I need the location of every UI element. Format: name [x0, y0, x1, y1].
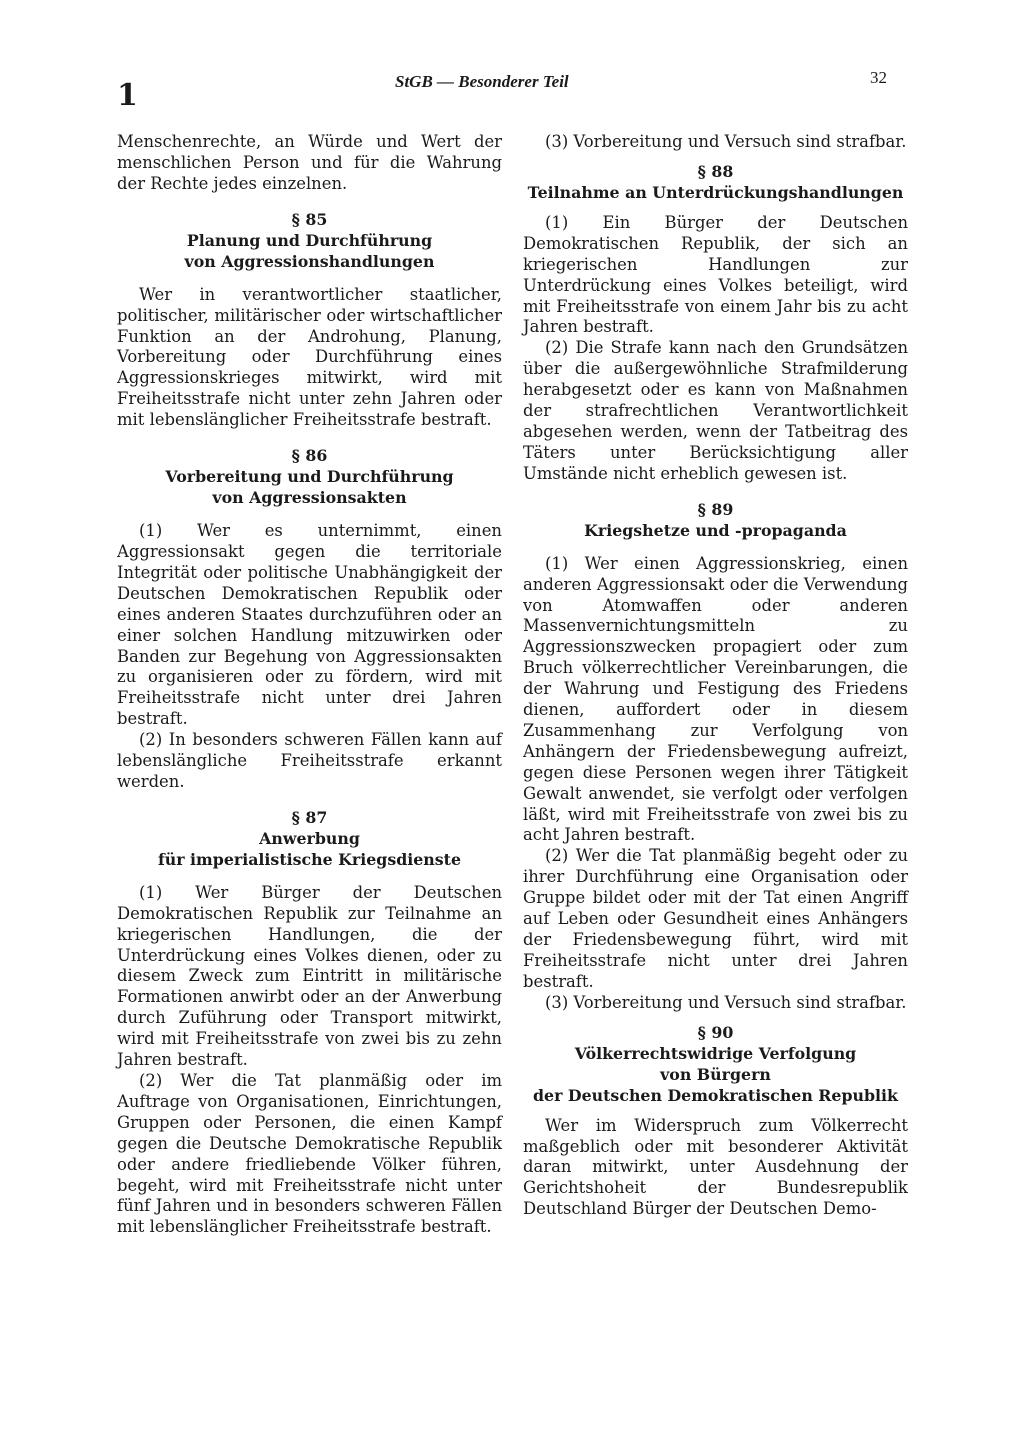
paragraph: (1) Wer einen Aggressionskrieg, einen anderen Aggressionsakt oder die Verwendung von Atomwaffen oder anderen Massenvernichtungsmitteln zu Aggressionszwecken propagiert oder zum Bruch völkerrechtlicher Vereinbarungen, die der Wahrung und Festigung des Friedens dienen, auffordert oder in diesem Zusammenhang zur Verfolgung von Anhängern der Friedensbewegung aufreizt, gegen diese Personen wegen ihrer Tätigkeit Gewalt anwendet, sie verfolgt oder verfolgen läßt, wird mit Freiheitsstrafe von zwei bis zu acht Jahren bestraft. [523, 553, 908, 845]
section-title: Anwerbung [259, 828, 360, 848]
section-title: von Bürgern [660, 1064, 771, 1084]
section-title: von Aggressionsakten [212, 488, 407, 508]
right-column [523, 132, 908, 1220]
page-number-right: 32 [870, 68, 887, 87]
page-number-left: 1 [117, 78, 138, 113]
paragraph: (2) Wer die Tat planmäßig begeht oder zu ihrer Durchführung eine Organisation oder Gruppe bildet oder mit der Tat einen Angriff auf Leben oder Gesundheit eines Anhängers der Friedensbewegung führt, wird mit Freiheitsstrafe nicht unter drei Jahren bestraft. [523, 846, 908, 991]
section-heading-89 [523, 499, 908, 541]
paragraph: (1) Ein Bürger der Deutschen Demokratischen Republik, der sich an kriegerischen Handlungen zur Unterdrückung eines Volkes beteiligt, wird mit Freiheitsstrafe von einem Jahr bis zu acht Jahren bestraft. [523, 212, 908, 337]
section-number: § 86 [291, 446, 328, 466]
section-title: Kriegshetze und -propaganda [584, 520, 847, 540]
paragraph: (2) Wer die Tat planmäßig oder im Auftrage von Organisationen, Einrichtungen, Gruppen oder Personen, die einen Kampf gegen die Deutsche Demokratische Republik oder andere friedliebende Völker führen, begeht, wird mit Freiheitsstrafe nicht unter fünf Jahren und in besonders schweren Fällen mit lebenslänglicher Freiheitsstrafe bestraft. [117, 1071, 502, 1237]
paragraph: (1) Wer Bürger der Deutschen Demokratischen Republik zur Teilnahme an kriegerischen Handlungen, die der Unterdrückung eines Volkes dienen, oder zu diesem Zweck zum Eintritt in militärische Formationen anwirbt oder an der Anwerbung durch Zuführung oder Transport mitwirkt, wird mit Freiheitsstrafe von zwei bis zu zehn Jahren bestraft. [117, 882, 502, 1070]
paragraph: (2) In besonders schweren Fällen kann auf lebenslängliche Freiheitsstrafe erkannt werden. [117, 730, 502, 791]
section-number: § 85 [291, 209, 328, 229]
section-title: Teilnahme an Unterdrückungshandlungen [527, 182, 904, 202]
section-heading-85 [117, 209, 502, 272]
section-heading-90 [523, 1022, 908, 1106]
section-title: der Deutschen Demokratischen Republik [532, 1085, 899, 1105]
section-heading-86 [117, 445, 502, 508]
section-title: für imperialistische Kriegsdienste [157, 849, 462, 869]
section-title: Planung und Durchführung [186, 230, 433, 250]
left-column [117, 132, 502, 1238]
section-number: § 89 [697, 499, 734, 519]
section-title: Völkerrechtswidrige Verfolgung [574, 1043, 857, 1063]
section-number: § 87 [291, 807, 328, 827]
section-heading-88 [523, 161, 908, 203]
continuation-text: Menschenrechte, an Würde und Wert der menschlichen Person und für die Wahrung der Rechte jedes einzelnen. [117, 132, 502, 193]
section-title: Vorbereitung und Durchführung [165, 467, 454, 487]
paragraph: (3) Vorbereitung und Versuch sind strafbar. [545, 992, 907, 1012]
paragraph: Wer in verantwortlicher staatlicher, politischer, militärischer oder wirtschaftlicher Funktion an der Androhung, Planung, Vorbereitung oder Durchführung eines Aggressionskrieges mitwirkt, wird mit Freiheitsstrafe nicht unter zehn Jahren oder mit lebenslänglicher Freiheitsstrafe bestraft. [117, 284, 502, 430]
running-head: StGB — Besonderer Teil [395, 72, 569, 91]
section-heading-87 [117, 807, 502, 870]
section-number: § 88 [697, 161, 734, 181]
continuation-text: (3) Vorbereitung und Versuch sind strafbar. [545, 132, 907, 151]
paragraph: (2) Die Strafe kann nach den Grundsätzen über die außergewöhnliche Strafmilderung herabgesetzt oder es kann von Maßnahmen der strafrechtlichen Verantwortlichkeit abgesehen werden, wenn der Tatbeitrag des Täters unter Berücksichtigung aller Umstände nicht erheblich gewesen ist. [523, 338, 908, 483]
paragraph: (1) Wer es unternimmt, einen Aggressionsakt gegen die territoriale Integrität oder politische Unabhängigkeit der Deutschen Demokratischen Republik oder eines anderen Staates durchzuführen oder an einer solchen Handlung mitzuwirken oder Banden zur Begehung von Aggressionsakten zu organisieren oder zu fördern, wird mit Freiheitsstrafe nicht unter drei Jahren bestraft. [117, 521, 502, 729]
section-title: von Aggressionshandlungen [184, 251, 435, 271]
paragraph: Wer im Widerspruch zum Völkerrecht maßgeblich oder mit besonderer Aktivität daran mitwirkt, unter Ausdehnung der Gerichtshoheit der Bundesrepublik Deutschland Bürger der Deutschen Demo- [523, 1115, 908, 1219]
section-number: § 90 [697, 1022, 734, 1042]
